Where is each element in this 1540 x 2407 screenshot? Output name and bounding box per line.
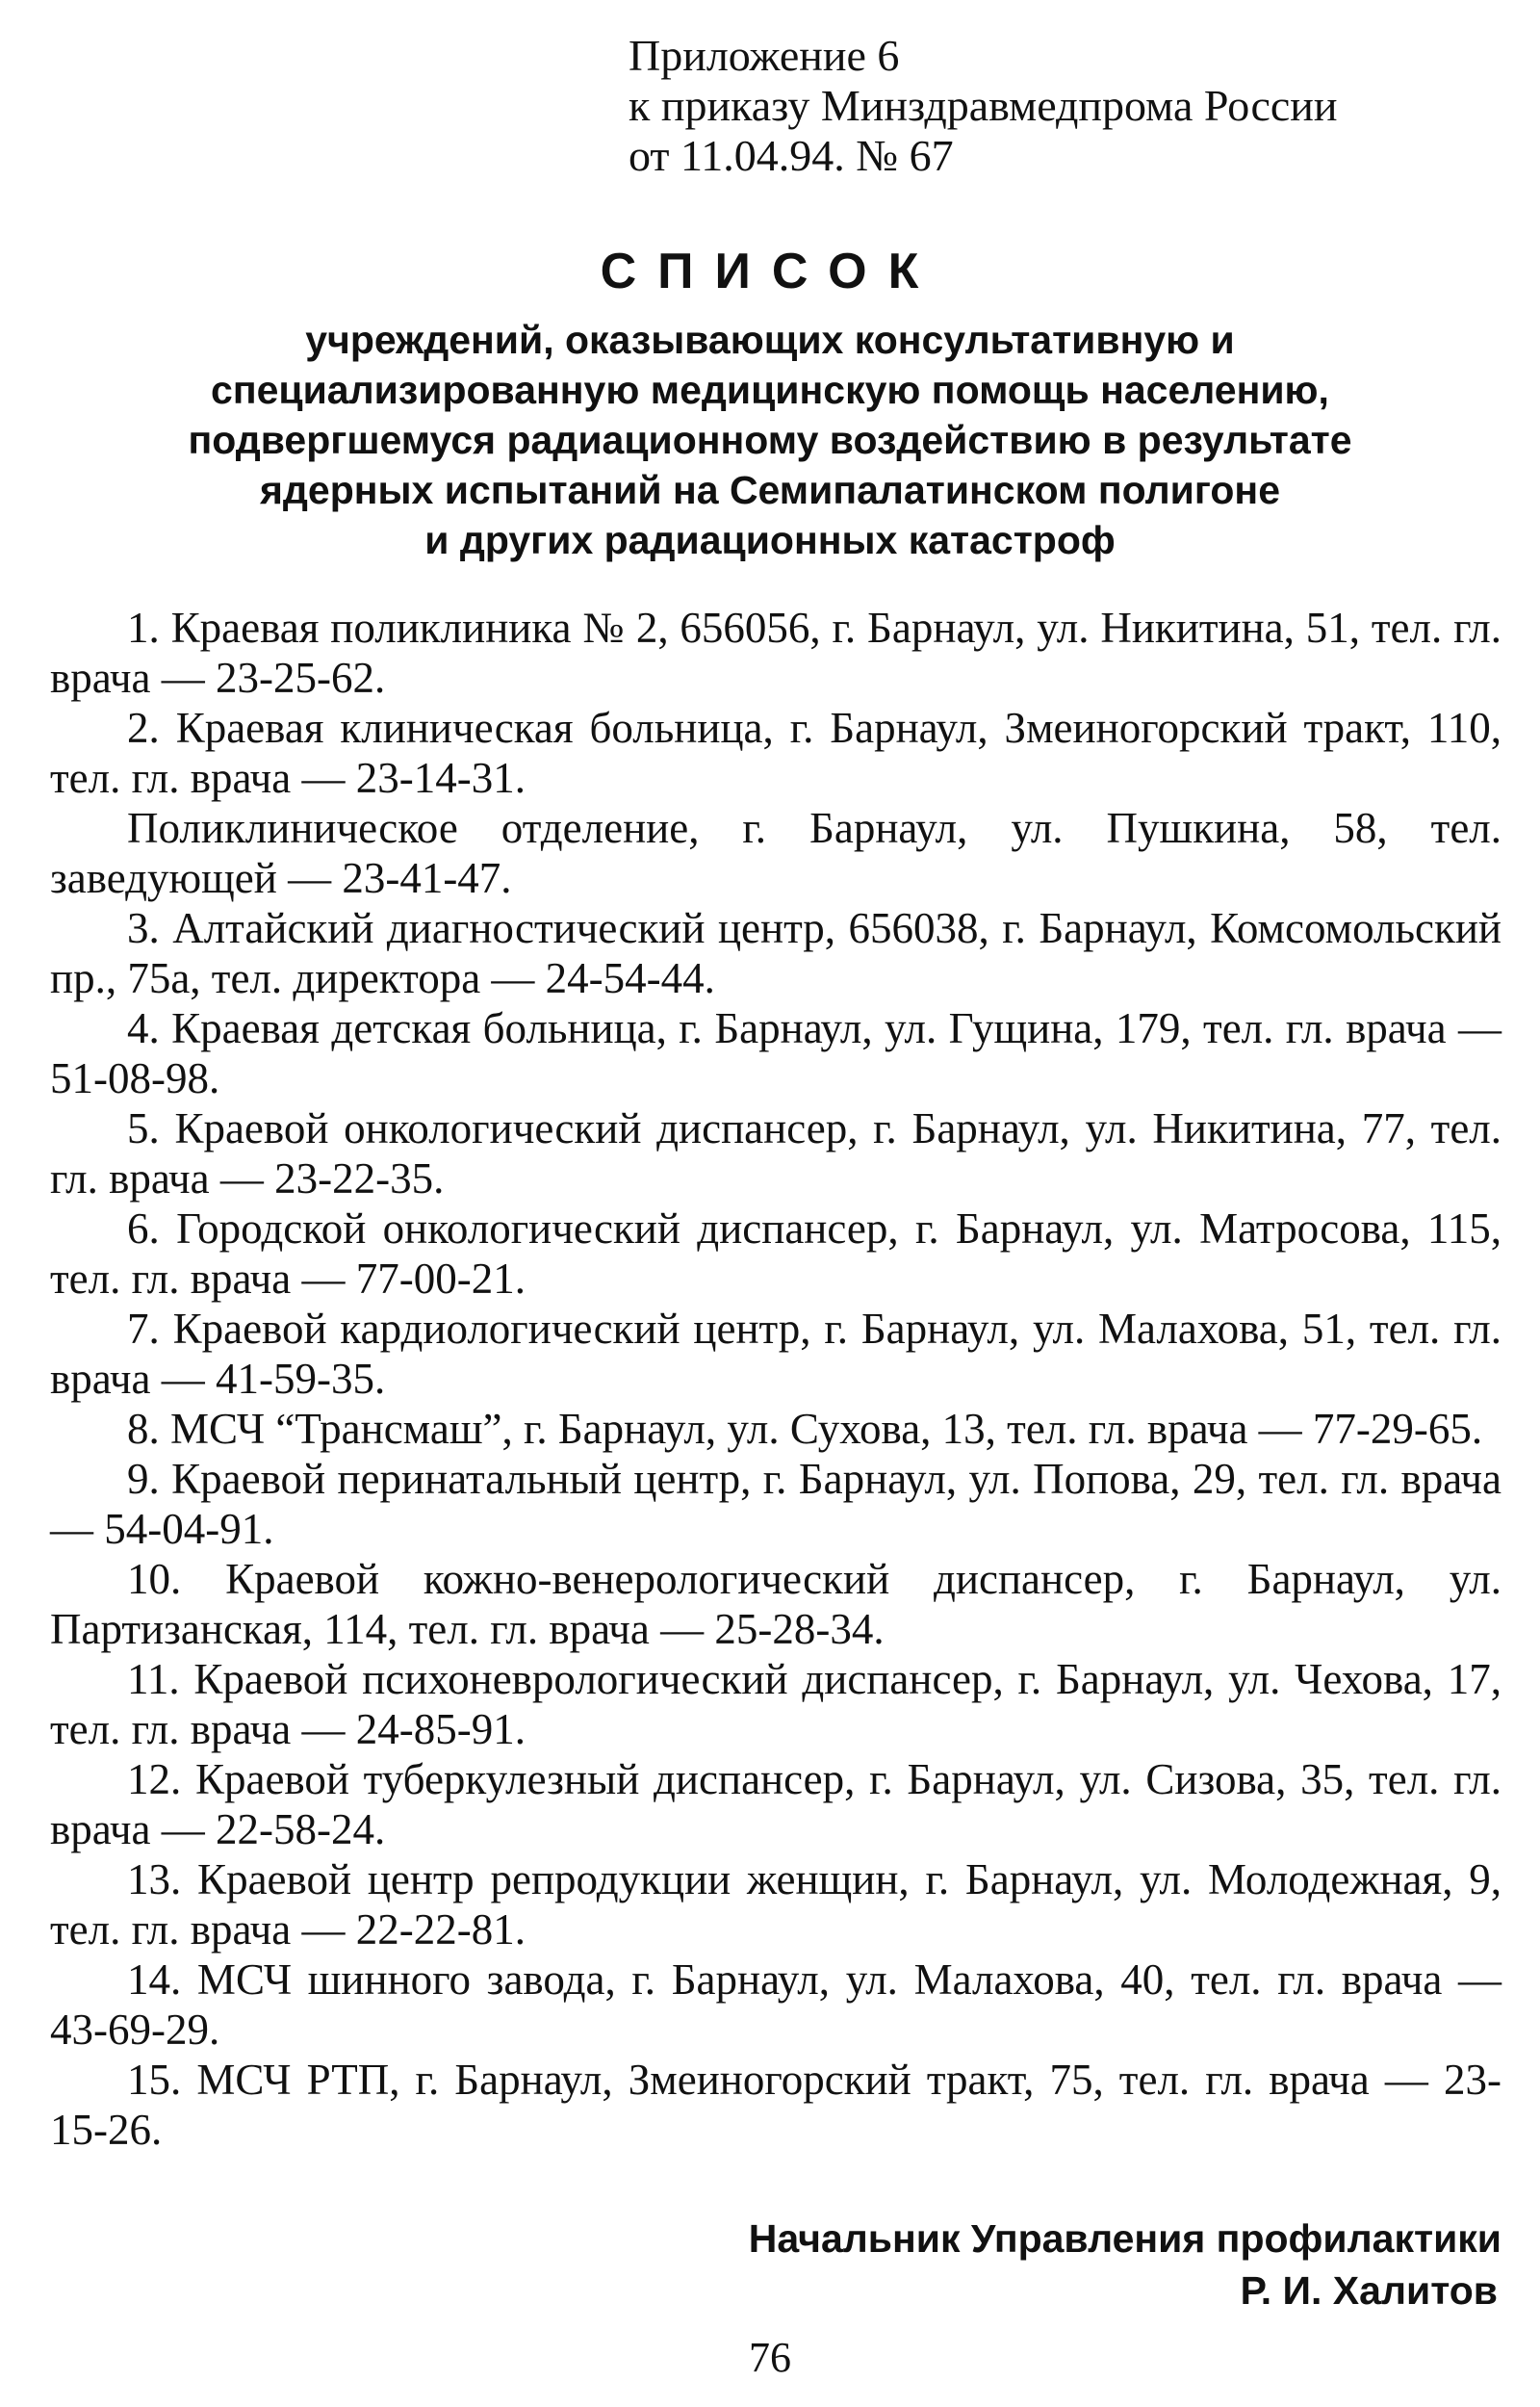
list-item: 9. Краевой перинатальный центр, г. Барнаул, ул. Попова, 29, тел. гл. врача — 54-04-91.	[50, 1455, 1502, 1553]
list-item: 13. Краевой центр репродукции женщин, г. Барнаул, ул. Молодежная, 9, тел. гл. врача — 22-22-81.	[50, 1855, 1502, 1954]
subtitle-line: специализированную медицинскую помощь населению,	[211, 368, 1329, 412]
list-item: Поликлиническое отделение, г. Барнаул, ул. Пушкина, 58, тел. заведующей — 23-41-47.	[50, 804, 1502, 902]
signatory-position: Начальник Управления профилактики	[748, 2216, 1502, 2261]
subtitle-line: подвергшемуся радиационному воздействию в результате	[188, 418, 1352, 462]
list-item: 8. МСЧ “Трансмаш”, г. Барнаул, ул. Сухова, 13, тел. гл. врача — 77-29-65.	[127, 1405, 1483, 1453]
attachment-order-reference: к приказу Минздравмедпрома России	[629, 81, 1338, 130]
list-item: 7. Краевой кардиологический центр, г. Барнаул, ул. Малахова, 51, тел. гл. врача — 41-59-35.	[50, 1305, 1502, 1403]
signatory-name: Р. И. Халитов	[1240, 2268, 1498, 2313]
document-title: СПИСОК	[600, 244, 940, 299]
attachment-order-date: от 11.04.94. № 67	[629, 131, 954, 180]
list-item: 2. Краевая клиническая больница, г. Барнаул, Змеиногорский тракт, 110, тел. гл. врача — 23-14-31.	[50, 704, 1502, 802]
list-item: 6. Городской онкологический диспансер, г. Барнаул, ул. Матросова, 115, тел. гл. врача — 77-00-21.	[50, 1204, 1502, 1303]
list-item: 11. Краевой психоневрологический диспансер, г. Барнаул, ул. Чехова, 17, тел. гл. врача — 24-85-91.	[50, 1655, 1502, 1753]
signature-block	[749, 2213, 1502, 2316]
attachment-number: Приложение 6	[629, 31, 900, 80]
list-item: 12. Краевой туберкулезный диспансер, г. Барнаул, ул. Сизова, 35, тел. гл. врача — 22-58-24.	[50, 1755, 1502, 1853]
list-item: 5. Краевой онкологический диспансер, г. Барнаул, ул. Никитина, 77, тел. гл. врача — 23-22-35.	[50, 1104, 1502, 1203]
subtitle-line: ядерных испытаний на Семипалатинском полигоне	[259, 468, 1280, 512]
list-item: 10. Краевой кожно-венерологический диспансер, г. Барнаул, ул. Партизанская, 114, тел. гл. врача — 25-28-34.	[50, 1555, 1502, 1653]
list-item: 4. Краевая детская больница, г. Барнаул, ул. Гущина, 179, тел. гл. врача — 51-08-98.	[50, 1004, 1502, 1102]
page-number: 76	[749, 2334, 791, 2381]
subtitle-line: и других радиационных катастроф	[424, 518, 1116, 562]
list-item: 14. МСЧ шинного завода, г. Барнаул, ул. Малахова, 40, тел. гл. врача — 43-69-29.	[50, 1955, 1502, 2054]
document-subtitle	[77, 315, 1463, 565]
list-item: 3. Алтайский диагностический центр, 656038, г. Барнаул, Комсомольский пр., 75а, тел. директора — 24-54-44.	[50, 904, 1502, 1002]
subtitle-line: учреждений, оказывающих консультативную и	[305, 318, 1235, 362]
list-item: 1. Краевая поликлиника № 2, 656056, г. Барнаул, ул. Никитина, 51, тел. гл. врача — 23-25-62.	[50, 604, 1502, 702]
institution-list	[50, 603, 1502, 2155]
list-item: 15. МСЧ РТП, г. Барнаул, Змеиногорский тракт, 75, тел. гл. врача — 23-15-26.	[50, 2056, 1502, 2154]
attachment-header	[629, 31, 1495, 181]
